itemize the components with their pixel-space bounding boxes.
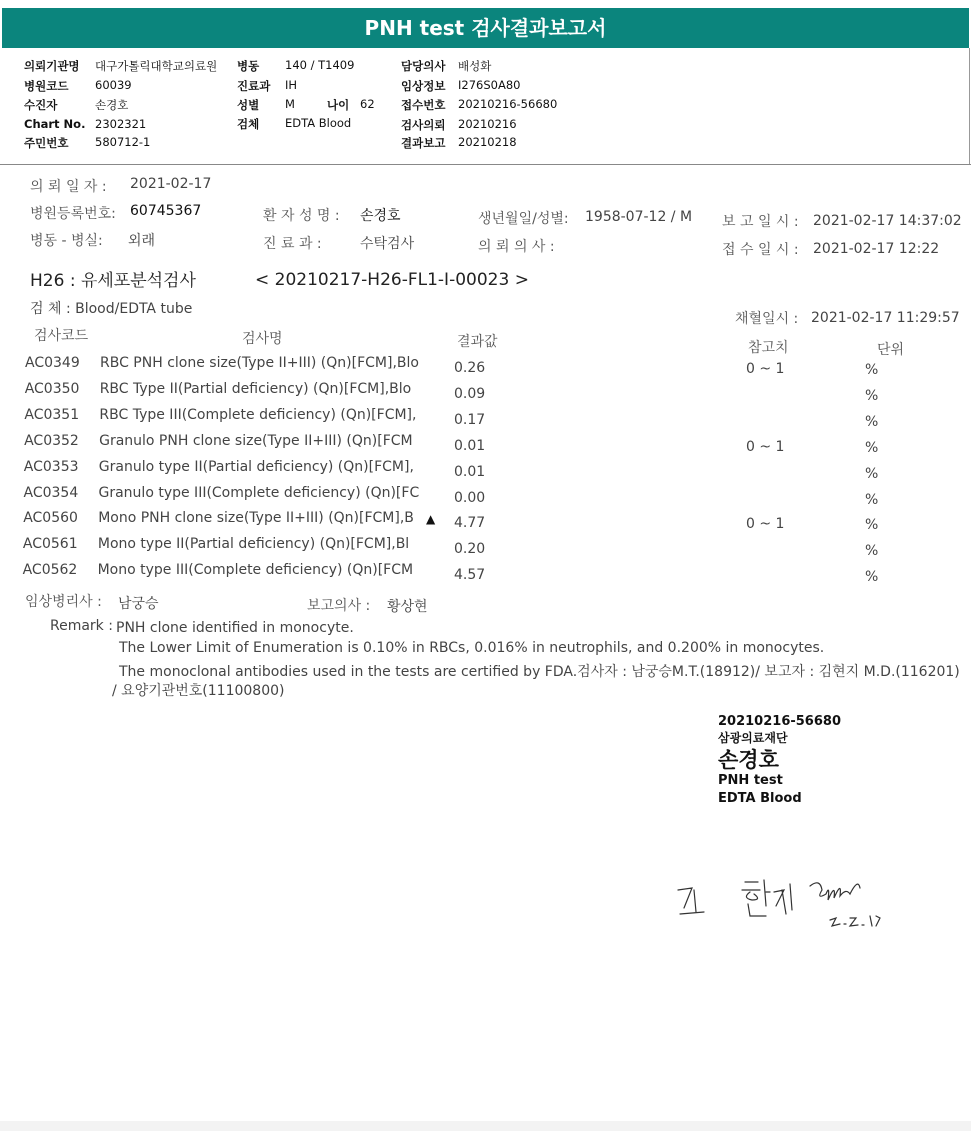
hdr-ssn-value: 580712-1 <box>95 135 151 149</box>
collect-date: 2021-02-17 11:29:57 <box>811 310 960 326</box>
dept-value: 수탁검사 <box>360 236 415 252</box>
hdr-sex-label: 성별 <box>237 98 260 112</box>
accession-number: < 20210217-H26-FL1-I-00023 > <box>255 270 529 290</box>
hdr-request-value: 20210216 <box>458 117 517 131</box>
row-test-name: Granulo PNH clone size(Type II+III) (Qn)[FCM <box>99 432 413 449</box>
reg-no-label: 병원등록번호: <box>30 206 116 222</box>
row-result: 0.26 <box>454 360 486 376</box>
high-flag-icon: ▲ <box>426 512 436 527</box>
report-date: 2021-02-17 14:37:02 <box>813 213 962 229</box>
row-test-name: RBC Type II(Partial deficiency) (Qn)[FCM],Blo <box>99 380 412 397</box>
row-code: AC0560 <box>23 510 78 527</box>
row-test-name: Granulo type II(Partial deficiency) (Qn)[FCM], <box>98 458 414 475</box>
col-header-unit: 단위 <box>877 342 905 358</box>
pathologist-label: 임상병리사 : <box>25 594 102 610</box>
col-header-code: 검사코드 <box>34 328 89 344</box>
hdr-ward-value: 140 / T1409 <box>285 58 355 72</box>
hdr-request-label: 검사의뢰 <box>401 118 446 132</box>
row-result: 0.01 <box>454 437 486 454</box>
birth-value: 1958-07-12 / M <box>585 209 693 225</box>
row-test-name: Mono type II(Partial deficiency) (Qn)[FCM],Bl <box>97 536 410 553</box>
row-reference: 0 ~ 1 <box>746 516 785 533</box>
header-right-border <box>969 48 970 165</box>
col-header-name: 검사명 <box>242 331 283 347</box>
section-title: H26 : 유세포분석검사 <box>30 271 196 291</box>
hdr-hospcode-value: 60039 <box>95 78 132 92</box>
row-unit: % <box>865 569 879 586</box>
row-code: AC0349 <box>25 355 80 371</box>
row-test-name: RBC PNH clone size(Type II+III) (Qn)[FCM],Blo <box>100 355 419 371</box>
row-code: AC0562 <box>22 562 78 579</box>
hdr-age-value: 62 <box>360 97 375 111</box>
hdr-receipt-value: 20210216-56680 <box>458 97 558 111</box>
hdr-specimen-label: 검체 <box>237 117 260 131</box>
hdr-sex-value: M <box>285 97 295 111</box>
specimen-line: 검 체 : Blood/EDTA tube <box>30 301 193 317</box>
remark-line-4: / 요양기관번호(11100800) <box>112 683 285 699</box>
row-code: AC0354 <box>23 484 79 501</box>
report-date-label: 보 고 일 시 : <box>722 214 799 230</box>
handwritten-signature <box>670 870 890 930</box>
doctor-label: 의 뢰 의 사 : <box>478 239 555 255</box>
hdr-doctor-label: 담당의사 <box>401 59 446 73</box>
remark-line-2: The Lower Limit of Enumeration is 0.10% in RBCs, 0.016% in neutrophils, and 0.200% in monocytes. <box>119 640 825 656</box>
row-result: 4.77 <box>454 515 486 532</box>
patient-label: 환 자 성 명 : <box>263 208 340 224</box>
reporter-label: 보고의사 : <box>307 598 371 614</box>
hdr-ward-label: 병동 <box>237 59 260 73</box>
hdr-age-label: 나이 <box>327 98 350 112</box>
row-code: AC0351 <box>24 406 80 423</box>
remark-label: Remark : <box>50 618 113 634</box>
ward-value: 외래 <box>128 233 156 249</box>
hdr-dept-label: 진료과 <box>237 79 271 93</box>
hdr-chart-value: 2302321 <box>95 117 147 131</box>
row-test-name: Mono PNH clone size(Type II+III) (Qn)[FCM],B <box>98 510 414 527</box>
row-result: 0.20 <box>454 541 486 558</box>
birth-label: 생년월일/성별: <box>478 211 569 227</box>
row-result: 0.09 <box>454 385 486 402</box>
pathologist-name: 남궁승 <box>118 596 159 612</box>
row-test-name: RBC Type III(Complete deficiency) (Qn)[FCM], <box>99 406 417 423</box>
hdr-dept-value: IH <box>285 78 298 92</box>
ward-label: 병동 - 병실: <box>30 233 103 249</box>
hdr-specimen-value: EDTA Blood <box>285 116 352 130</box>
stamp-lab-name: 삼광의료재단 <box>718 731 788 745</box>
row-code: AC0352 <box>24 432 79 449</box>
row-code: AC0561 <box>22 536 78 553</box>
hdr-ssn-label: 주민번호 <box>24 136 69 150</box>
remark-line-1: PNH clone identified in monocyte. <box>116 620 354 636</box>
row-reference: 0 ~ 1 <box>746 438 785 455</box>
row-result: 0.01 <box>454 463 486 480</box>
reg-no: 60745367 <box>130 203 202 219</box>
hdr-institution-value: 대구가톨릭대학교의료원 <box>95 59 218 73</box>
patient-name: 손경호 <box>360 208 401 224</box>
stamp-specimen: EDTA Blood <box>718 791 802 806</box>
row-code: AC0350 <box>24 380 80 397</box>
receipt-date: 2021-02-17 12:22 <box>813 241 940 257</box>
row-test-name: Granulo type III(Complete deficiency) (Qn)[FC <box>98 484 420 501</box>
header-divider <box>0 164 971 165</box>
stamp-receipt-number: 20210216-56680 <box>718 714 841 729</box>
row-unit: % <box>865 387 879 404</box>
row-unit: % <box>865 439 879 456</box>
hdr-clinical-value: I276S0A80 <box>458 78 521 92</box>
row-unit: % <box>865 413 879 430</box>
hdr-receipt-label: 접수번호 <box>401 98 446 112</box>
row-unit: % <box>865 543 879 560</box>
hdr-doctor-value: 배성화 <box>458 59 492 73</box>
receipt-label: 접 수 일 시 : <box>722 242 799 258</box>
row-unit: % <box>865 491 879 508</box>
col-header-ref: 참고치 <box>748 340 789 356</box>
row-result: 0.17 <box>454 411 486 428</box>
hdr-result-value: 20210218 <box>458 135 517 149</box>
hdr-patient-label: 수진자 <box>24 98 58 112</box>
request-date: 2021-02-17 <box>130 176 212 192</box>
hdr-institution-label: 의뢰기관명 <box>24 59 80 73</box>
row-unit: % <box>865 362 879 378</box>
hdr-patient-value: 손경호 <box>95 98 129 112</box>
row-code: AC0353 <box>23 458 79 475</box>
hdr-chart-label: Chart No. <box>24 117 86 131</box>
collect-label: 채혈일시 : <box>735 311 799 327</box>
hdr-clinical-label: 임상정보 <box>401 79 446 93</box>
col-header-result: 결과값 <box>457 334 498 350</box>
row-test-name: Mono type III(Complete deficiency) (Qn)[FCM <box>97 562 414 579</box>
remark-line-3: The monoclonal antibodies used in the tests are certified by FDA.검사자 : 남궁승M.T.(18912)/ 보고자 : 김현지 M.D.(116201) <box>119 664 960 680</box>
hdr-result-label: 결과보고 <box>401 136 446 150</box>
report-title: PNH test 검사결과보고서 <box>2 8 969 48</box>
row-unit: % <box>865 517 879 534</box>
reporter-name: 황상현 <box>387 599 428 615</box>
row-result: 0.00 <box>454 489 486 506</box>
stamp-patient-name: 손경호 <box>718 748 779 772</box>
stamp-test-name: PNH test <box>718 773 783 788</box>
dept-label: 진 료 과 : <box>263 236 322 252</box>
row-unit: % <box>865 465 879 482</box>
row-reference: 0 ~ 1 <box>746 361 785 377</box>
request-date-label: 의 뢰 일 자 : <box>30 179 107 195</box>
row-result: 4.57 <box>454 567 486 584</box>
hdr-hospcode-label: 병원코드 <box>24 79 69 93</box>
